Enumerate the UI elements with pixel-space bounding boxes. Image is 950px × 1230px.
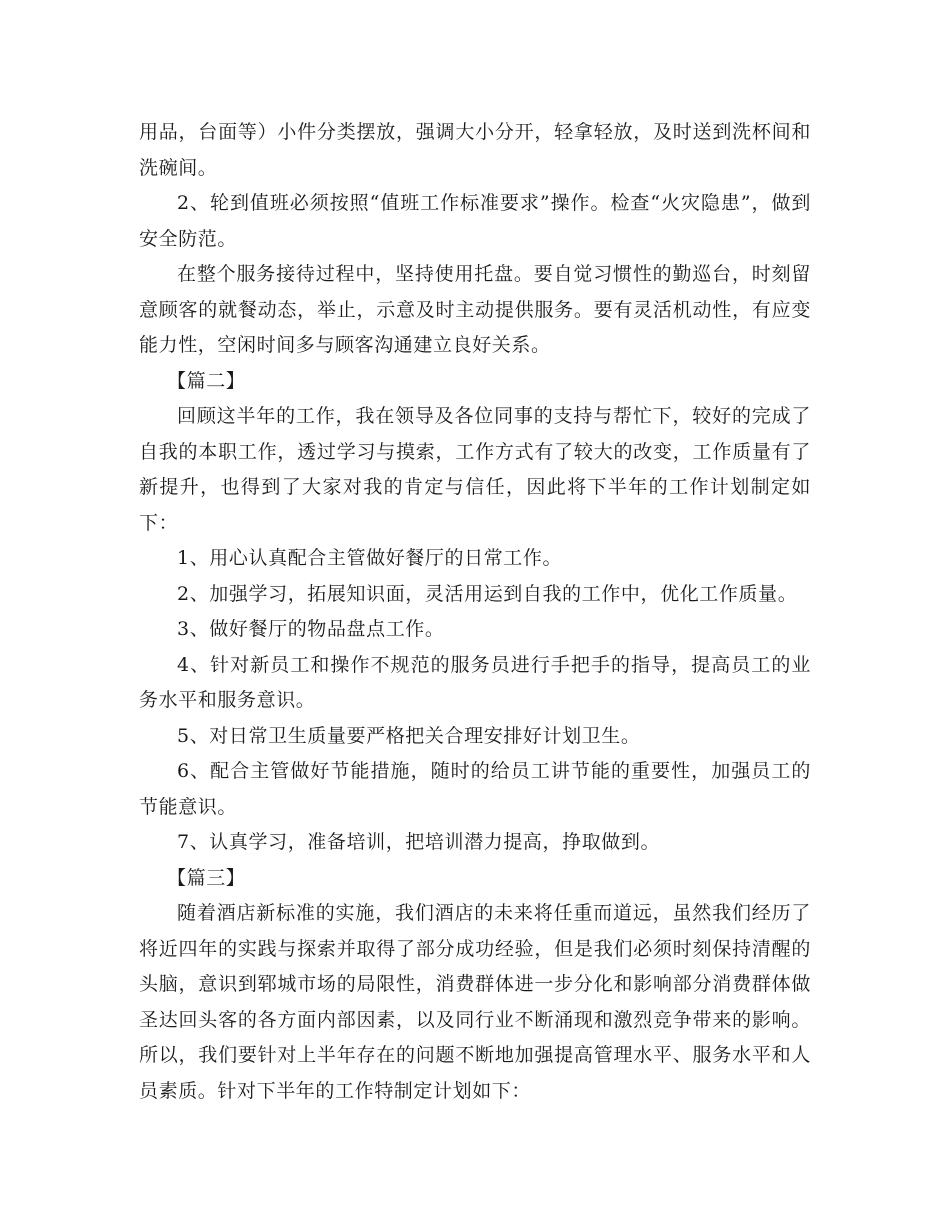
section-heading: 【篇二】 xyxy=(167,369,246,392)
list-item: 4、针对新员工和操作不规范的服务员进行手把手的指导，提高员工的业务水平和服务意识。 xyxy=(139,653,811,711)
section-heading: 【篇三】 xyxy=(167,866,246,889)
document-body xyxy=(139,115,811,1109)
list-item: 1、用心认真配合主管做好餐厅的日常工作。 xyxy=(177,547,563,569)
list-item: 2、加强学习，拓展知识面，灵活用运到自我的工作中，优化工作质量。 xyxy=(177,582,798,605)
paragraph: 用品，台面等）小件分类摆放，强调大小分开，轻拿轻放，及时送到洗杯间和洗碗间。 xyxy=(139,121,811,179)
paragraph: 随着酒店新标准的实施，我们酒店的未来将任重而道远，虽然我们经历了将近四年的实践与探索并取得了部分成功经验，但是我们必须时刻保持清醒的头脑，意识到郓城市场的局限性，消费群体进一步分化和影响部分消费群体做圣达回头客的各方面内部因素，以及同行业不断涌现和激烈竞争带来的影响。所以，我们要针对上半年存在的问题不断地加强提高管理水平、服务水平和人员素质。针对下半年的工作特制定计划如下： xyxy=(139,902,811,1102)
paragraph: 2、轮到值班必须按照“值班工作标准要求”操作。检查“火灾隐患”，做到安全防范。 xyxy=(139,192,811,250)
paragraph: 回顾这半年的工作，我在领导及各位同事的支持与帮忙下，较好的完成了自我的本职工作，透过学习与摸索，工作方式有了较大的改变，工作质量有了新提升，也得到了大家对我的肯定与信任，因此将下半年的工作计划制定如下： xyxy=(139,405,811,534)
list-item: 3、做好餐厅的物品盘点工作。 xyxy=(177,618,445,640)
list-item: 5、对日常卫生质量要严格把关合理安排好计划卫生。 xyxy=(177,724,641,747)
paragraph: 在整个服务接待过程中，坚持使用托盘。要自觉习惯性的勤巡台，时刻留意顾客的就餐动态，举止，示意及时主动提供服务。要有灵活机动性，有应变能力性，空闲时间多与顾客沟通建立良好关系。 xyxy=(139,263,811,356)
list-item: 7、认真学习，准备培训，把培训潜力提高，挣取做到。 xyxy=(177,831,661,853)
list-item: 6、配合主管做好节能措施，随时的给员工讲节能的重要性，加强员工的节能意识。 xyxy=(139,760,811,818)
